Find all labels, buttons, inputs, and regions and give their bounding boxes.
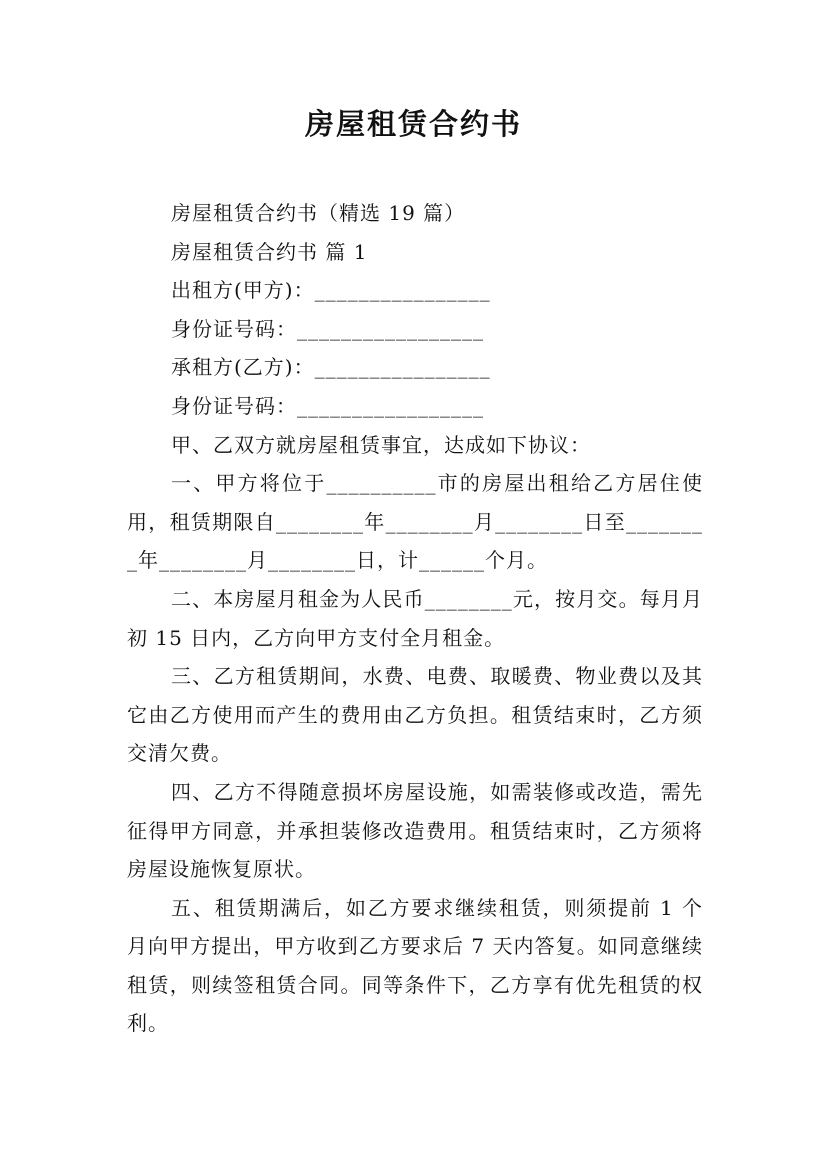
document-body <box>127 194 703 1043</box>
lessee-id-field: 身份证号码：_________________ <box>171 393 484 418</box>
document-subtitle: 房屋租赁合约书（精选 19 篇） <box>171 201 466 225</box>
clause-1: 一、甲方将位于__________市的房屋出租给乙方居住使用，租赁期限自________年________月________日至________年________月________日，计______个月。 <box>127 471 703 573</box>
lessee-field: 承租方(乙方)：________________ <box>171 355 491 380</box>
lessor-id-field: 身份证号码：_________________ <box>171 316 484 341</box>
section-heading: 房屋租赁合约书 篇 1 <box>171 239 368 264</box>
clause-4: 四、乙方不得随意损坏房屋设施，如需装修或改造，需先征得甲方同意，并承担装修改造费用。租赁结束时，乙方须将房屋设施恢复原状。 <box>127 779 703 882</box>
document-title: 房屋租赁合约书 <box>304 107 522 141</box>
lessor-field: 出租方(甲方)：________________ <box>171 278 491 303</box>
agreement-intro: 甲、乙双方就房屋租赁事宜，达成如下协议： <box>171 432 591 457</box>
clause-5: 五、租赁期满后，如乙方要求继续租赁，则须提前 1 个月向甲方提出，甲方收到乙方要求后 7 天内答复。如同意继续租赁，则续签租赁合同。同等条件下，乙方享有优先租赁的权利。 <box>127 895 703 1036</box>
clause-3: 三、乙方租赁期间，水费、电费、取暖费、物业费以及其它由乙方使用而产生的费用由乙方负担。租赁结束时，乙方须交清欠费。 <box>127 664 703 766</box>
clause-2: 二、本房屋月租金为人民币________元，按月交。每月月初 15 日内，乙方向甲方支付全月租金。 <box>127 586 703 650</box>
